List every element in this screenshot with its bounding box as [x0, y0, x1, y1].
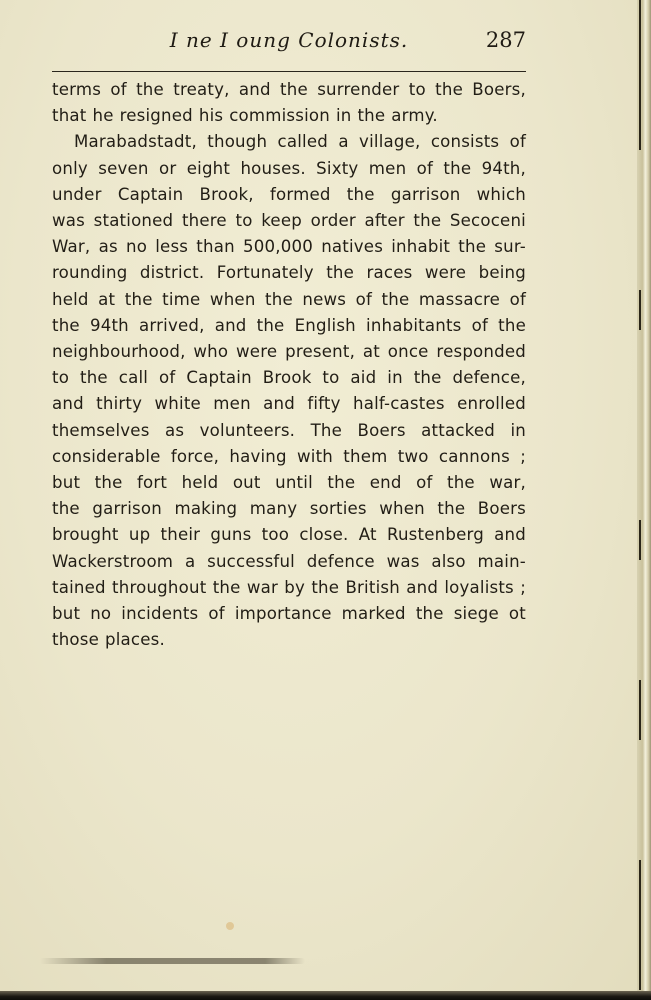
text-line: tained throughout the war by the British and loyalists ; [52, 577, 526, 597]
text-line: held at the time when the news of the massacre of [52, 289, 526, 309]
foxing-spot [226, 922, 234, 930]
text-line: those places. [52, 630, 165, 650]
text-line: considerable force, having with them two cannons ; [52, 446, 526, 466]
page-edge-line [639, 860, 641, 990]
page-header [52, 26, 526, 60]
text-line: neighbourhood, who were present, at once responded [52, 342, 526, 362]
text-line: rounding district. Fortunately the races were being [52, 263, 526, 283]
page-edge-line [639, 520, 641, 560]
page-number: 287 [485, 28, 526, 52]
body-text [52, 77, 526, 653]
text-line: the 94th arrived, and the English inhabitants of the [52, 315, 526, 335]
text-line: and thirty white men and fifty half-castes enrolled [52, 394, 526, 414]
page-edge-line [639, 680, 641, 740]
text-line: War, as no less than 500,000 natives inhabit the sur- [52, 237, 526, 257]
text-line: themselves as volunteers. The Boers attacked in [52, 420, 526, 440]
header-rule [52, 71, 526, 72]
ink-smudge [40, 958, 305, 964]
text-line: only seven or eight houses. Sixty men of the 94th, [52, 158, 526, 178]
page-edge-bottom [0, 991, 651, 1000]
text-line: terms of the treaty, and the surrender to the Boers, [52, 80, 526, 99]
text-line: brought up their guns too close. At Rustenberg and [52, 525, 526, 545]
text-line: was stationed there to keep order after the Secoceni [52, 211, 526, 231]
text-line: to the call of Captain Brook to aid in the defence, [52, 368, 526, 388]
page-edge-line [639, 0, 641, 150]
text-line: the garrison making many sorties when the Boers [52, 499, 526, 519]
text-line: Marabadstadt, though called a village, consists of [74, 132, 526, 152]
text-line: but no incidents of importance marked the siege ot [52, 604, 526, 624]
text-line: but the fort held out until the end of the war, [52, 473, 526, 493]
text-line: under Captain Brook, formed the garrison which [52, 184, 526, 204]
running-title: I ne I oung Colonists. [169, 28, 409, 52]
page-edge-right [637, 0, 651, 1000]
page-edge-line [639, 290, 641, 330]
text-line: that he resigned his commission in the army. [52, 106, 438, 126]
text-line: Wackerstroom a successful defence was also main- [52, 551, 526, 571]
